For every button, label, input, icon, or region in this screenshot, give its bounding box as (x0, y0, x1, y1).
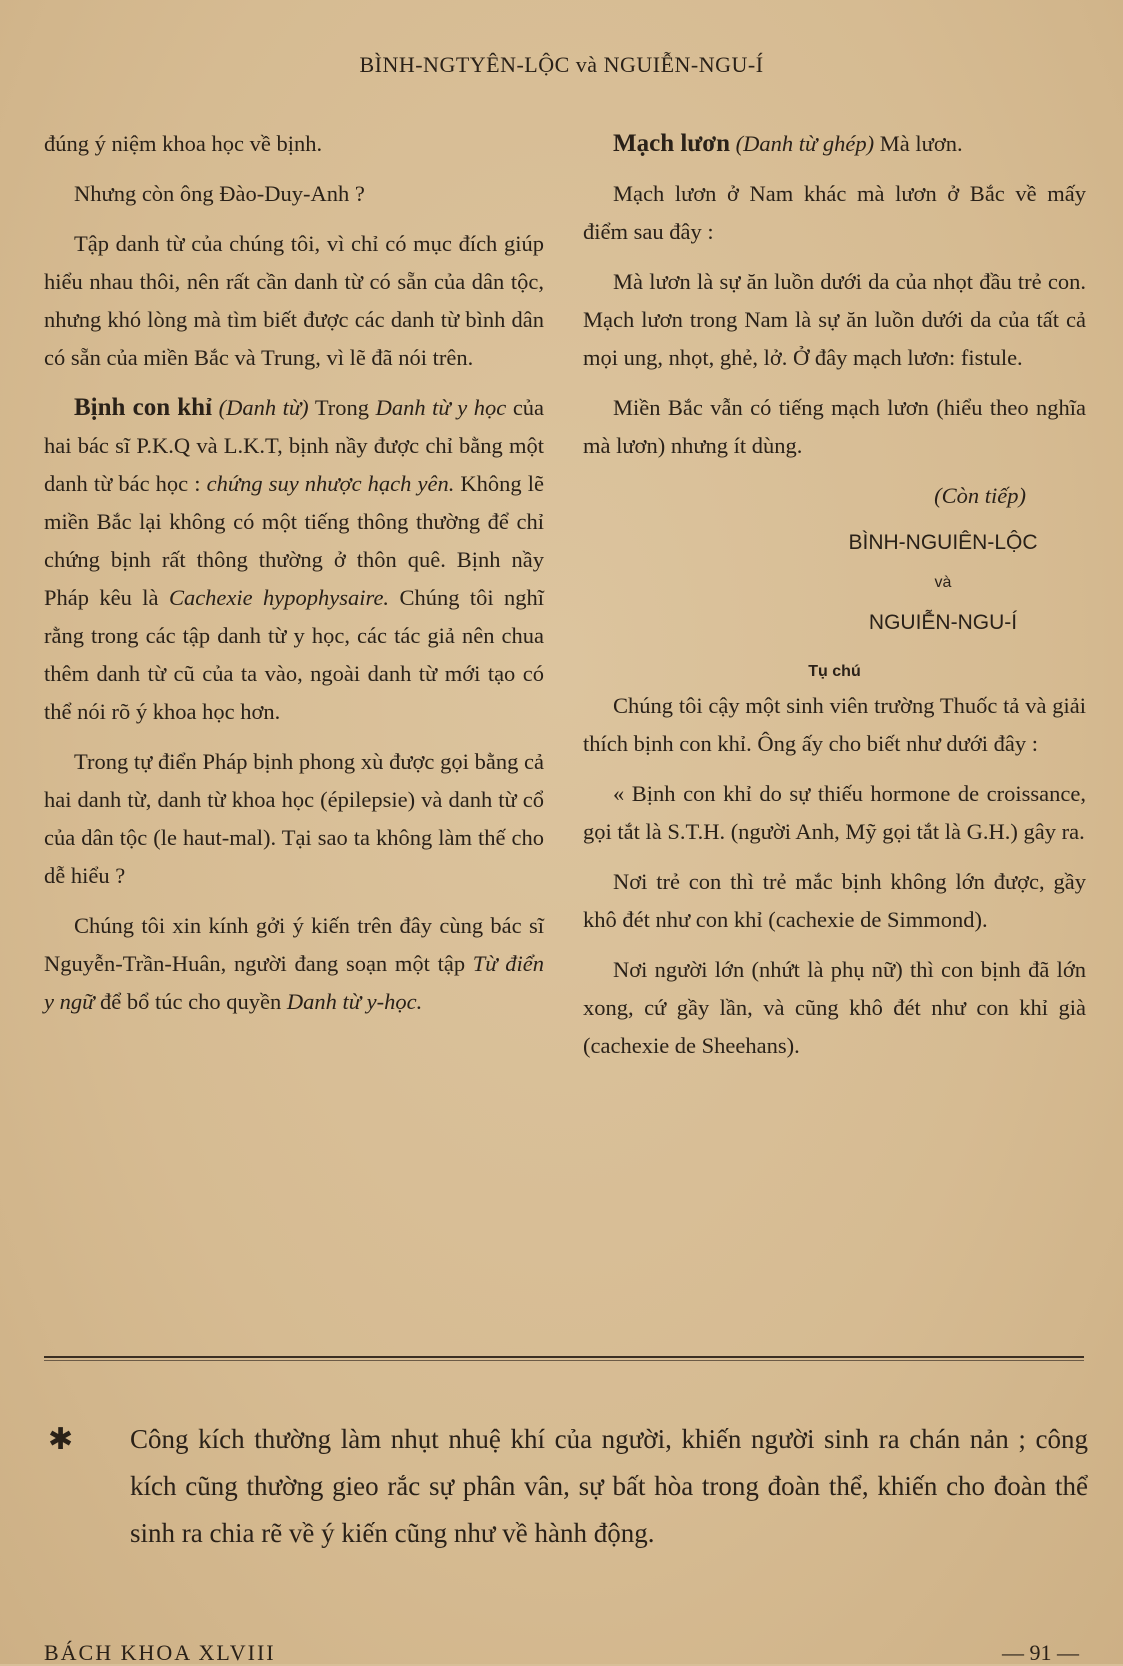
medical-term: chứng suy nhược hạch yên. (206, 471, 455, 496)
left-column (44, 125, 544, 1033)
publication-name: BÁCH KHOA XLVIII (44, 1640, 276, 1665)
book-title: Từ điển y ngữ (44, 951, 545, 1014)
paragraph: « Bịnh con khỉ do sự thiếu hormone de croissance, gọi tắt là S.T.H. (người Anh, Mỹ gọi tắt là G.H.) gây ra. (583, 781, 1086, 844)
entry-term: Bịnh con khỉ (74, 394, 213, 421)
entry-term: Mạch lươn (613, 130, 731, 157)
entry-part-of-speech: (Danh từ) (218, 395, 309, 420)
divider-rule-thin (44, 1360, 1084, 1361)
star-ornament-icon: ✱ (48, 1423, 74, 1456)
author-name: BÌNH-NGUIÊN-LỘC (848, 531, 1038, 554)
continued-note: (Còn tiếp) (934, 483, 1026, 508)
book-title: Danh từ y học (375, 395, 507, 420)
page-number: — 91 — (1002, 1640, 1079, 1665)
paragraph: Nhưng còn ông Đào-Duy-Anh ? (74, 181, 365, 206)
text-run: Chúng tôi nghĩ rằng trong các tập danh từ y học, các tác giả nên chua thêm danh từ cũ của ta vào, ngoài danh từ mới tạo có thể nói rõ ý khoa học hơn. (44, 585, 545, 724)
text-run: của hai bác sĩ P.K.Q và L.K.T, bịnh nầy được chỉ bằng một danh từ bác học : (44, 395, 545, 496)
entry-paragraph-binh-con-khi (44, 389, 544, 731)
author-name: NGUIỄN-NGU-Í (868, 611, 1018, 634)
text-run: Mà lươn. (879, 131, 963, 156)
paragraph: Trong tự điển Pháp bịnh phong xù được gọi bằng cả hai danh từ, danh từ khoa học (épilepsie) và danh từ cổ của dân tộc (le haut-mal). Tại sao ta không làm thế cho dễ hiểu ? (44, 749, 544, 888)
quote-text: Công kích thường làm nhụt nhuệ khí của người, khiến người sinh ra chán nản ; công kích cũng thường gieo rắc sự phân vân, sự bất hòa trong đoàn thể, khiến cho đoàn thể sinh ra chia rẽ về ý kiến cũng như về hành động. (130, 1424, 1088, 1548)
book-title: Danh từ y-học. (286, 989, 423, 1014)
paragraph: Nơi người lớn (nhứt là phụ nữ) thì con bịnh đã lớn xong, cứ gầy lần, và cũng khô đét như con khỉ già (cachexie de Sheehans). (583, 957, 1086, 1058)
quote-block (48, 1416, 1088, 1557)
paragraph: Mạch lươn ở Nam khác mà lươn ở Bắc về mấy điểm sau đây : (583, 181, 1086, 244)
entry-paragraph-mach-luon (583, 125, 1086, 163)
paragraph: đúng ý niệm khoa học về bịnh. (44, 131, 323, 156)
text-run: Trong (314, 395, 370, 420)
author-signature (813, 523, 1073, 643)
paragraph: Nơi trẻ con thì trẻ mắc bịnh không lớn được, gầy khô đét như con khỉ (cachexie de Simmond). (583, 869, 1086, 932)
text-run: Không lẽ miền Bắc lại không có một tiếng thông thường để chỉ chứng bịnh rất thông thường ở thôn quê. Bịnh nầy Pháp kêu là (44, 471, 544, 610)
paragraph: Mà lươn là sự ăn luồn dưới da của nhọt đầu trẻ con. Mạch lươn trong Nam là sự ăn luồn dưới da của tất cả mọi ung, nhọt, ghẻ, lở. Ở đây mạch lươn: fistule. (583, 269, 1086, 370)
entry-part-of-speech: (Danh từ ghép) (735, 131, 875, 156)
running-head: BÌNH-NGTYÊN-LỘC và NGUIỄN-NGU-Í (359, 52, 764, 77)
divider-rule (44, 1356, 1084, 1358)
text-run: Chúng tôi xin kính gởi ý kiến trên đây cùng bác sĩ Nguyễn-Trần-Huân, người đang soạn một tập (44, 913, 544, 976)
french-term: Cachexie hypophysaire. (168, 585, 390, 610)
paragraph (44, 907, 544, 1021)
right-column (583, 125, 1086, 1077)
paragraph: Tập danh từ của chúng tôi, vì chỉ có mục đích giúp hiểu nhau thôi, nên rất cần danh từ có sẵn của dân tộc, nhưng khó lòng mà tìm biết được các danh từ bình dân có sẵn của miền Bắc và Trung, vì lẽ đã nói trên. (44, 231, 544, 370)
text-run: để bổ túc cho quyền (100, 989, 282, 1014)
footnote-heading: Tụ chú (808, 663, 861, 680)
paragraph: Miền Bắc vẫn có tiếng mạch lươn (hiểu theo nghĩa mà lươn) nhưng ít dùng. (583, 395, 1086, 458)
conjunction: và (934, 574, 952, 591)
paragraph: Chúng tôi cậy một sinh viên trường Thuốc tả và giải thích bịnh con khỉ. Ông ấy cho biết như dưới đây : (583, 693, 1086, 756)
